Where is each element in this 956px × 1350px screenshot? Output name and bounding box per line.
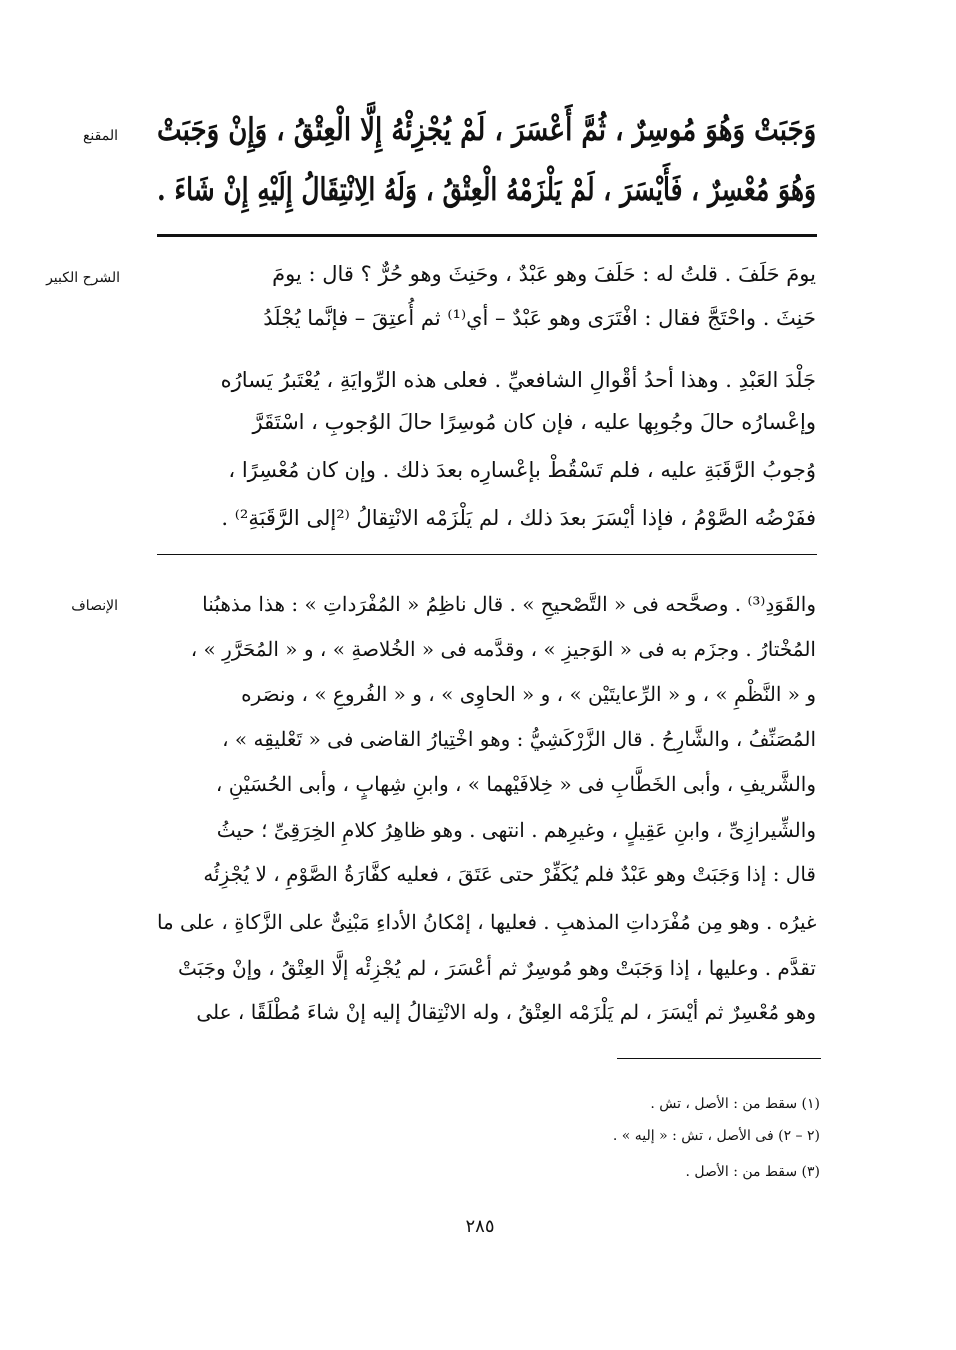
footnote: (٢ – ٢) فى الأصل ، تش : « إليه » .	[612, 1128, 820, 1144]
sharh-line: جَلْدَ العَبْدِ . وهذا أحدُ أقْوالِ الشافعيِّ . فعلى هذه الرِّوايَةِ ، يُعْتَبرُ يَسارُه	[220, 368, 816, 392]
insaf-line: قال : إذا وَجَبَتْ وهو عَبْدٌ فلم يُكَفِّرْ حتى عَتَقَ ، فعليه كفَّارَةُ الصَّوْمِ ، لا يُجْزِئُه	[203, 862, 816, 886]
sharh-line: ففَرْضُه الصَّوْمُ ، فإذا أيْسَرَ بعدَ ذلك ، لم يَلْزَمْه الانْتِقالُ ⁽²إلى الرَّقَبَةِ²⁾ .	[221, 506, 816, 530]
section-divider	[157, 554, 817, 555]
insaf-line: المُصَنِّفُ ، والشَّارِحُ . قال الزَّرْكَشِيُّ : وهو اخْتِيارُ القاضى فى « تَعْليقِه » ،	[222, 727, 816, 751]
insaf-line: وهو مُعْسِرٌ ثم أيْسَرَ ، لم يَلْزَمْه العِتْقُ ، وله الانْتِقالُ إليه إنْ شاءَ مُطْلَقًا ، على	[196, 1000, 816, 1024]
insaf-line: والقَوَدِ⁽³⁾ . وصحَّحه فى « التَّصْحيحِ » . قال ناظِمُ « المُفْرَداتِ » : هذا مذهبُنا	[202, 592, 816, 616]
insaf-label: الإنصاف	[71, 598, 118, 614]
insaf-line: و « النَّظْمِ » ، و « الرِّعايتَيْن » ، و « الحاوِى » ، و « الفُروعِ » ، ونصَره	[241, 682, 816, 706]
sharh-line: حَنِثَ . واحْتَجَّ فقال : افْتَرَى وهو عَبْدٌ – أي⁽¹⁾ ثم أُعتِقَ – فإنَّما يُجْلَدُ	[263, 306, 816, 330]
insaf-line: والشَّريفِ ، وأبى الخَطَّابِ فى « خِلافَيْهما » ، وابنِ شِهابٍ ، وأبى الحُسَيْنِ ،	[215, 772, 816, 796]
insaf-line: والشِّيرازِىِّ ، وابنِ عَقِيلٍ ، وغيرِهم . انتهى . وهو ظاهِرُ كلامِ الخِرَقِىِّ ؛ حيثُ	[216, 818, 816, 842]
muqni-line: وَهُوَ مُعْسِرٌ ، فَأَيْسَرَ ، لَمْ يَلْزَمْهُ الْعِتْقُ ، وَلَهُ الِانْتِقَالُ إِلَيْهِ إِنْ شَاءَ .	[156, 172, 816, 208]
footnote: (١) سقط من : الأصل ، تش .	[650, 1096, 820, 1112]
page-number: ٢٨٥	[465, 1216, 495, 1237]
footnote-divider	[617, 1058, 821, 1059]
sharh-line: يومَ حَلَفَ . قلتُ له : حَلَفَ وهو عَبْدٌ ، وحَنِثَ وهو حُرٌّ ؟ قال : يومَ	[272, 262, 816, 286]
insaf-line: تقدَّم . وعليها ، إذا وَجَبَتْ وهو مُوسِرٌ ثم أعْسَرَ ، لم يُجْزِئْه إلَّا العِتْقُ ، وإنْ وجَبَتْ	[177, 956, 816, 980]
insaf-line: غيرُه . وهو مِن مُفْرَداتِ المذهبِ . فعليها ، إمْكانُ الأداءِ مَبْنِىٌّ على الزَّكاةِ ، على ما	[156, 910, 816, 934]
section-divider	[157, 234, 817, 237]
sharh-label: الشرح الكبير	[46, 270, 120, 286]
sharh-line: وإعْسارُه حالَ وجُوبِها عليه ، فإن كان مُوسِرًا حالَ الوُجوبِ ، اسْتَقَرَّ	[252, 410, 816, 434]
muqni-label: المقنع	[82, 128, 118, 144]
insaf-line: المُخْتارُ . وجزَم به فى « الوَجيزِ » ، وقدَّمه فى « الخُلاصةِ » ، و « المُحَرَّرِ » ،	[190, 637, 816, 661]
sharh-line: وُجوبُ الرَّقَبَةِ عليه ، فلم تَسْقُطْ بإعْسارِه بعدَ ذلك . وإن كان مُعْسِرًا ،	[228, 458, 816, 482]
footnote: (٣) سقط من : الأصل .	[685, 1164, 820, 1180]
muqni-line: وَجَبَتْ وَهُوَ مُوسِرٌ ، ثُمَّ أَعْسَرَ ، لَمْ يُجْزِئْهُ إِلَّا الْعِتْقُ ، وَإِنْ وَجَبَتْ	[156, 112, 816, 148]
